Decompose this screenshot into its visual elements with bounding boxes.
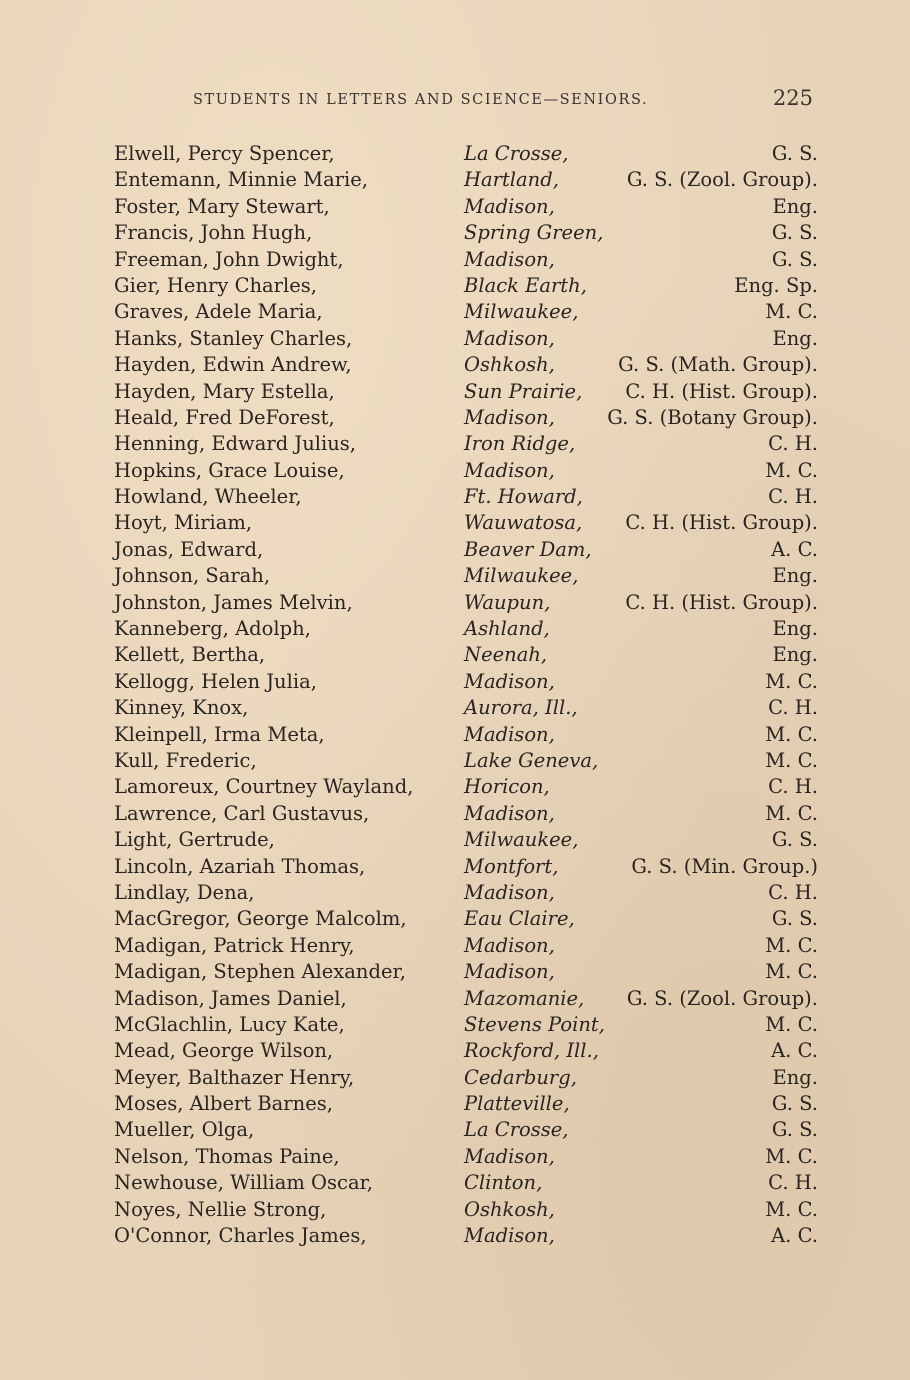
student-row: [114, 801, 818, 827]
student-name: Johnson, Sarah,: [114, 564, 271, 588]
student-hometown: Iron Ridge,: [464, 432, 576, 456]
student-hometown: Eau Claire,: [464, 907, 575, 931]
student-course: Eng.: [772, 194, 818, 218]
student-name: Kellogg, Helen Julia,: [114, 669, 317, 693]
student-hometown: Wauwatosa,: [464, 511, 583, 535]
student-name: Light, Gertrude,: [114, 828, 275, 852]
running-head: [193, 86, 813, 116]
student-row: [114, 299, 818, 325]
student-row: [114, 220, 818, 246]
student-course: G. S.: [771, 1092, 818, 1116]
student-hometown: Oshkosh,: [464, 353, 555, 377]
student-hometown: La Crosse,: [464, 142, 569, 165]
student-row: [114, 431, 818, 457]
student-row: [114, 1091, 818, 1117]
student-course: M. C.: [765, 300, 818, 324]
student-name: Entemann, Minnie Marie,: [114, 168, 368, 192]
student-name: MacGregor, George Malcolm,: [114, 907, 407, 931]
student-row: [114, 1144, 818, 1170]
student-name: Kellett, Bertha,: [114, 643, 266, 667]
student-name: Lawrence, Carl Gustavus,: [114, 801, 370, 825]
student-row: [114, 906, 818, 932]
student-hometown: Madison,: [464, 1224, 555, 1248]
student-row: [114, 352, 818, 378]
student-name: Hopkins, Grace Louise,: [114, 458, 345, 482]
student-course: C. H. (Hist. Group).: [625, 590, 818, 614]
student-course: G. S.: [771, 247, 818, 271]
student-hometown: Cedarburg,: [464, 1065, 577, 1089]
student-hometown: Milwaukee,: [464, 300, 579, 324]
student-row: [114, 458, 818, 484]
student-row: [114, 933, 818, 959]
student-row: [114, 194, 818, 220]
student-hometown: Clinton,: [464, 1171, 543, 1195]
student-row: [114, 722, 818, 748]
student-course: Eng.: [772, 564, 818, 588]
student-hometown: Madison,: [464, 960, 555, 984]
student-name: Lamoreux, Courtney Wayland,: [114, 775, 414, 799]
student-course: A. C.: [771, 537, 818, 561]
student-name: Hanks, Stanley Charles,: [114, 326, 353, 350]
student-row: [114, 1197, 818, 1223]
student-hometown: Madison,: [464, 1144, 555, 1168]
student-hometown: La Crosse,: [464, 1118, 569, 1142]
student-course: C. H.: [768, 485, 818, 509]
student-course: C. H.: [768, 775, 818, 799]
student-row: [114, 326, 818, 352]
student-course: C. H. (Hist. Group).: [625, 511, 818, 535]
student-row: [114, 167, 818, 193]
student-course: G. S.: [771, 828, 818, 852]
student-hometown: Madison,: [464, 669, 555, 693]
student-row: [114, 774, 818, 800]
student-row: [114, 537, 818, 563]
student-hometown: Madison,: [464, 933, 555, 957]
student-hometown: Madison,: [464, 247, 555, 271]
student-name: O'Connor, Charles James,: [114, 1224, 367, 1248]
student-name: Elwell, Percy Spencer,: [114, 142, 335, 165]
student-course: M. C.: [765, 801, 818, 825]
student-hometown: Madison,: [464, 458, 555, 482]
student-name: Meyer, Balthazer Henry,: [114, 1065, 355, 1089]
student-name: Moses, Albert Barnes,: [114, 1092, 333, 1116]
student-hometown: Neenah,: [464, 643, 548, 667]
page-number: 225: [772, 86, 813, 110]
student-course: M. C.: [765, 1197, 818, 1221]
student-course: Eng.: [772, 326, 818, 350]
student-row: [114, 695, 818, 721]
student-name: Heald, Fred DeForest,: [114, 405, 335, 429]
student-row: [114, 986, 818, 1012]
student-course: M. C.: [765, 1144, 818, 1168]
page-title: STUDENTS IN LETTERS AND SCIENCE—SENIORS.: [193, 92, 649, 108]
student-row: [114, 1117, 818, 1143]
student-row: [114, 405, 818, 431]
student-name: Mueller, Olga,: [114, 1118, 255, 1142]
student-hometown: Sun Prairie,: [464, 379, 583, 403]
student-name: Kinney, Knox,: [114, 696, 249, 720]
student-row: [114, 563, 818, 589]
student-hometown: Black Earth,: [464, 273, 587, 297]
student-course: M. C.: [765, 748, 818, 772]
student-name: Kanneberg, Adolph,: [114, 617, 311, 641]
student-name: Mead, George Wilson,: [114, 1039, 334, 1063]
student-name: Howland, Wheeler,: [114, 485, 302, 509]
student-hometown: Spring Green,: [464, 221, 604, 245]
student-course: C. H.: [768, 432, 818, 456]
student-course: M. C.: [765, 669, 818, 693]
student-row: [114, 616, 818, 642]
student-hometown: Lake Geneva,: [464, 748, 599, 772]
student-hometown: Milwaukee,: [464, 564, 579, 588]
student-hometown: Platteville,: [464, 1092, 570, 1116]
student-row: [114, 247, 818, 273]
student-name: Hayden, Mary Estella,: [114, 379, 335, 403]
student-name: Madison, James Daniel,: [114, 986, 347, 1010]
student-hometown: Rockford, Ill.,: [464, 1039, 599, 1063]
student-course: C. H. (Hist. Group).: [625, 379, 818, 403]
student-row: [114, 1065, 818, 1091]
student-course: G. S. (Math. Group).: [618, 353, 818, 377]
student-name: Kull, Frederic,: [114, 748, 257, 772]
student-roster: [114, 141, 818, 1249]
student-course: M. C.: [765, 933, 818, 957]
student-row: [114, 880, 818, 906]
student-row: [114, 1038, 818, 1064]
student-course: C. H.: [768, 696, 818, 720]
student-course: Eng.: [772, 1065, 818, 1089]
student-row: [114, 379, 818, 405]
student-row: [114, 642, 818, 668]
student-name: Hayden, Edwin Andrew,: [114, 353, 352, 377]
student-name: Hoyt, Miriam,: [114, 511, 253, 535]
student-hometown: Beaver Dam,: [464, 537, 592, 561]
student-hometown: Montfort,: [464, 854, 559, 878]
student-row: [114, 273, 818, 299]
student-row: [114, 748, 818, 774]
student-row: [114, 141, 818, 167]
student-course: G. S. (Zool. Group).: [626, 168, 818, 192]
student-name: Nelson, Thomas Paine,: [114, 1144, 340, 1168]
student-name: Lindlay, Dena,: [114, 880, 255, 904]
student-name: Henning, Edward Julius,: [114, 432, 356, 456]
student-name: Freeman, John Dwight,: [114, 247, 344, 271]
student-row: [114, 854, 818, 880]
student-course: Eng.: [772, 643, 818, 667]
student-hometown: Oshkosh,: [464, 1197, 555, 1221]
student-hometown: Mazomanie,: [464, 986, 585, 1010]
student-hometown: Madison,: [464, 326, 555, 350]
student-course: G. S.: [771, 907, 818, 931]
student-name: Jonas, Edward,: [114, 537, 264, 561]
student-row: [114, 510, 818, 536]
student-name: Madigan, Stephen Alexander,: [114, 960, 406, 984]
student-row: [114, 484, 818, 510]
student-name: McGlachlin, Lucy Kate,: [114, 1012, 345, 1036]
student-course: Eng.: [772, 617, 818, 641]
student-name: Graves, Adele Maria,: [114, 300, 323, 324]
student-course: G. S.: [771, 221, 818, 245]
student-hometown: Hartland,: [464, 168, 559, 192]
student-hometown: Milwaukee,: [464, 828, 579, 852]
student-name: Madigan, Patrick Henry,: [114, 933, 355, 957]
student-course: G. S. (Zool. Group).: [626, 986, 818, 1010]
student-course: G. S. (Botany Group).: [607, 405, 818, 429]
student-course: G. S.: [771, 1118, 818, 1142]
student-hometown: Horicon,: [464, 775, 550, 799]
student-course: G. S. (Min. Group.): [631, 854, 818, 878]
student-name: Noyes, Nellie Strong,: [114, 1197, 327, 1221]
student-row: [114, 827, 818, 853]
student-name: Kleinpell, Irma Meta,: [114, 722, 325, 746]
student-name: Johnston, James Melvin,: [114, 590, 353, 614]
student-row: [114, 959, 818, 985]
student-hometown: Madison,: [464, 194, 555, 218]
student-name: Gier, Henry Charles,: [114, 273, 317, 297]
student-course: A. C.: [771, 1224, 818, 1248]
student-course: G. S.: [771, 142, 818, 165]
student-name: Foster, Mary Stewart,: [114, 194, 330, 218]
student-name: Newhouse, William Oscar,: [114, 1171, 373, 1195]
student-hometown: Ft. Howard,: [464, 485, 583, 509]
student-course: M. C.: [765, 458, 818, 482]
student-hometown: Madison,: [464, 801, 555, 825]
student-hometown: Aurora, Ill.,: [464, 696, 578, 720]
student-hometown: Madison,: [464, 405, 555, 429]
student-row: [114, 1223, 818, 1249]
student-name: Lincoln, Azariah Thomas,: [114, 854, 366, 878]
student-row: [114, 1012, 818, 1038]
student-course: M. C.: [765, 960, 818, 984]
student-row: [114, 590, 818, 616]
student-hometown: Madison,: [464, 722, 555, 746]
student-hometown: Waupun,: [464, 590, 551, 614]
student-course: C. H.: [768, 1171, 818, 1195]
student-hometown: Ashland,: [464, 617, 550, 641]
student-course: M. C.: [765, 722, 818, 746]
student-hometown: Stevens Point,: [464, 1012, 605, 1036]
student-name: Francis, John Hugh,: [114, 221, 313, 245]
student-course: A. C.: [771, 1039, 818, 1063]
student-row: [114, 1170, 818, 1196]
student-course: M. C.: [765, 1012, 818, 1036]
student-row: [114, 669, 818, 695]
student-course: Eng. Sp.: [734, 273, 818, 297]
student-course: C. H.: [768, 880, 818, 904]
student-hometown: Madison,: [464, 880, 555, 904]
